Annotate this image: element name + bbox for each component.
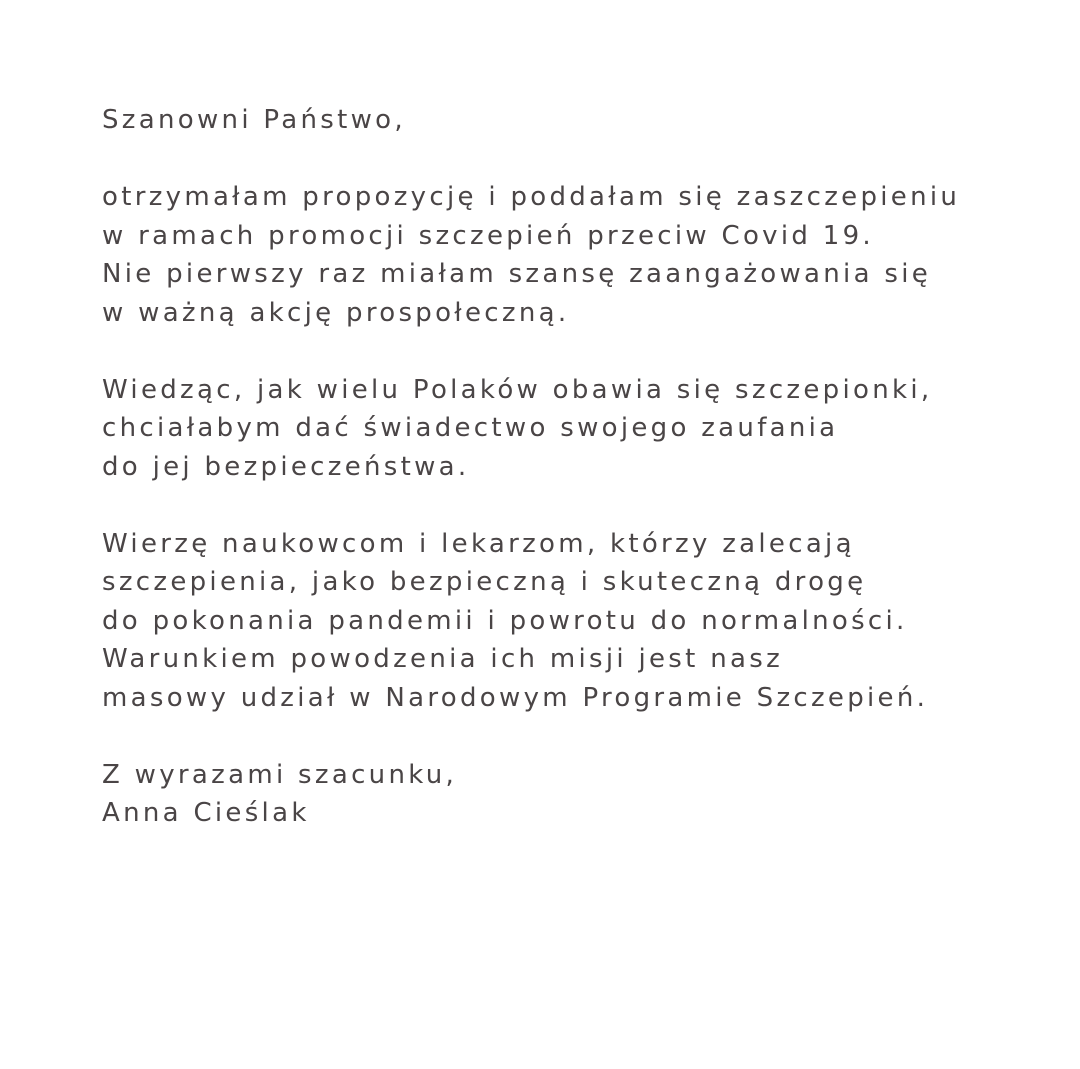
paragraph-line: w ramach promocji szczepień przeciw Covid 19. <box>102 220 874 251</box>
salutation <box>102 101 1042 140</box>
paragraph-line: Nie pierwszy raz miałam szansę zaangażowania się <box>102 259 932 289</box>
paragraph-line: szczepienia, jako bezpieczną i skuteczną drogę <box>102 567 867 597</box>
closing-line: Z wyrazami szacunku, <box>102 759 458 790</box>
paragraph-line: masowy udział w Narodowym Programie Szczepień. <box>102 682 929 713</box>
closing-block <box>102 756 1042 833</box>
paragraph-line: Wiedząc, jak wielu Polaków obawia się szczepionki, <box>102 374 933 405</box>
paragraph-line: otrzymałam propozycję i poddałam się zaszczepieniu <box>102 182 961 212</box>
paragraph-line: Warunkiem powodzenia ich misji jest nasz <box>102 644 784 674</box>
paragraph-line: do pokonania pandemii i powrotu do normalności. <box>102 605 908 636</box>
paragraph-trust <box>102 371 1042 487</box>
paragraph-line: chciałabym dać świadectwo swojego zaufania <box>102 413 839 443</box>
paragraph-line: Wierzę naukowcom i lekarzom, którzy zalecają <box>102 528 855 559</box>
signature: Anna Cieślak <box>102 798 310 828</box>
paragraph-science <box>102 525 1042 718</box>
paragraph-line: w ważną akcję prospołeczną. <box>102 297 570 328</box>
paragraph-line: do jej bezpieczeństwa. <box>102 451 470 482</box>
paragraph-vaccination <box>102 178 1042 332</box>
salutation-line: Szanowni Państwo, <box>102 105 406 135</box>
letter-body <box>102 101 1042 871</box>
